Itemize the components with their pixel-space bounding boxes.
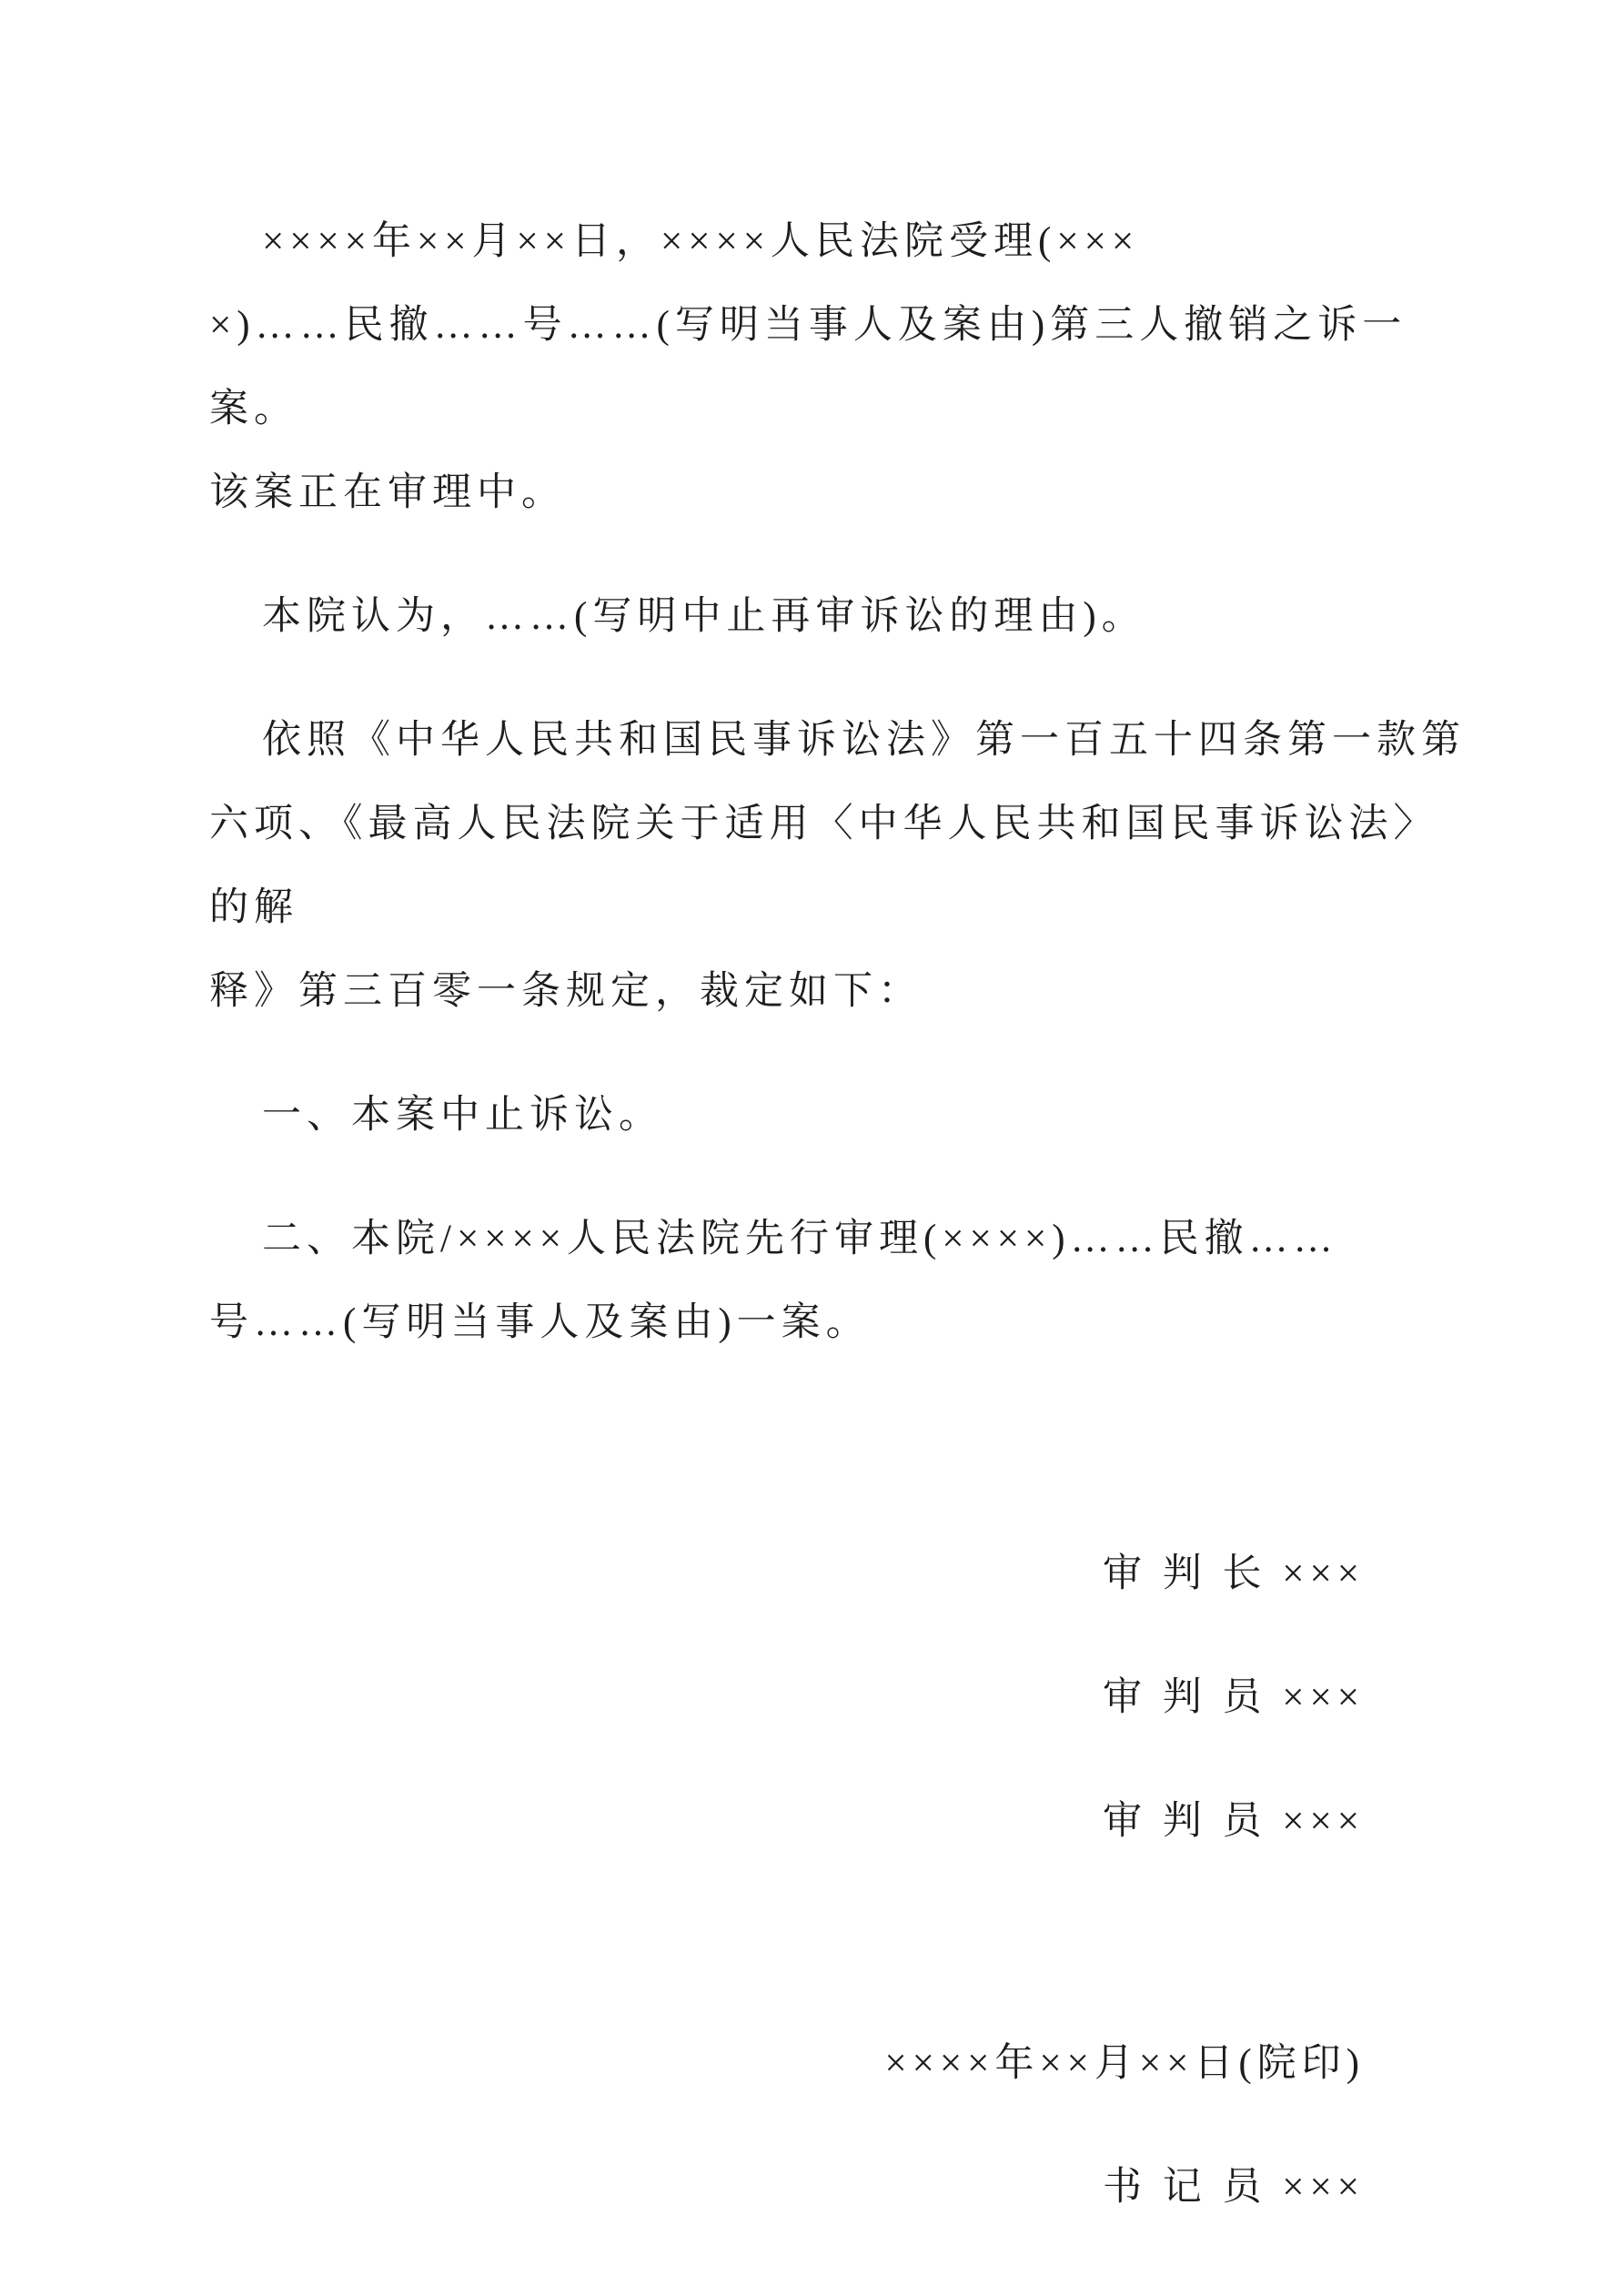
presiding-judge-line: 审 判 长 ××× xyxy=(1102,1553,1365,1595)
paragraph-line: ××××年××月××日，××××人民法院受理(××× xyxy=(262,220,1140,263)
paragraph-line: 二、本院/××××人民法院先行审理(××××)……民撤…… xyxy=(262,1218,1338,1260)
paragraph-line: 六项、《最高人民法院关于适用〈中华人民共和国民事诉讼法〉的解 xyxy=(209,803,1438,929)
paragraph-line: ×)……民撤……号……(写明当事人及案由)第三人撤销之诉一案。 xyxy=(209,304,1407,430)
signature-block xyxy=(0,1532,1624,1864)
date-clerk-block xyxy=(0,2022,1624,2230)
paragraph-ruling-item-2 xyxy=(209,1198,1471,1365)
paragraph-line: 依照《中华人民共和国民事诉讼法》第一百五十四条第一款第 xyxy=(262,719,1466,762)
paragraph-line: 该案正在审理中。 xyxy=(209,471,566,514)
paragraph-court-opinion xyxy=(209,575,1471,659)
judge-line: 审 判 员 ××× xyxy=(1102,1676,1365,1719)
clerk-line: 书 记 员 ××× xyxy=(1102,2166,1365,2209)
judge-line: 审 判 员 ××× xyxy=(1102,1800,1365,1843)
paragraph-ruling-item-1 xyxy=(209,1074,1471,1158)
paragraph-line: 本院认为，……(写明中止再审诉讼的理由)。 xyxy=(262,595,1146,638)
paragraph-line: 释》第三百零一条规定，裁定如下： xyxy=(209,970,923,1013)
paragraph-legal-basis xyxy=(209,699,1471,1034)
paragraph-acceptance xyxy=(209,200,1471,535)
date-line: ××××年××月××日(院印) xyxy=(884,2042,1365,2085)
paragraph-line: 一、本案中止诉讼。 xyxy=(262,1094,663,1137)
paragraph-line: 号……(写明当事人及案由)一案。 xyxy=(209,1301,871,1344)
